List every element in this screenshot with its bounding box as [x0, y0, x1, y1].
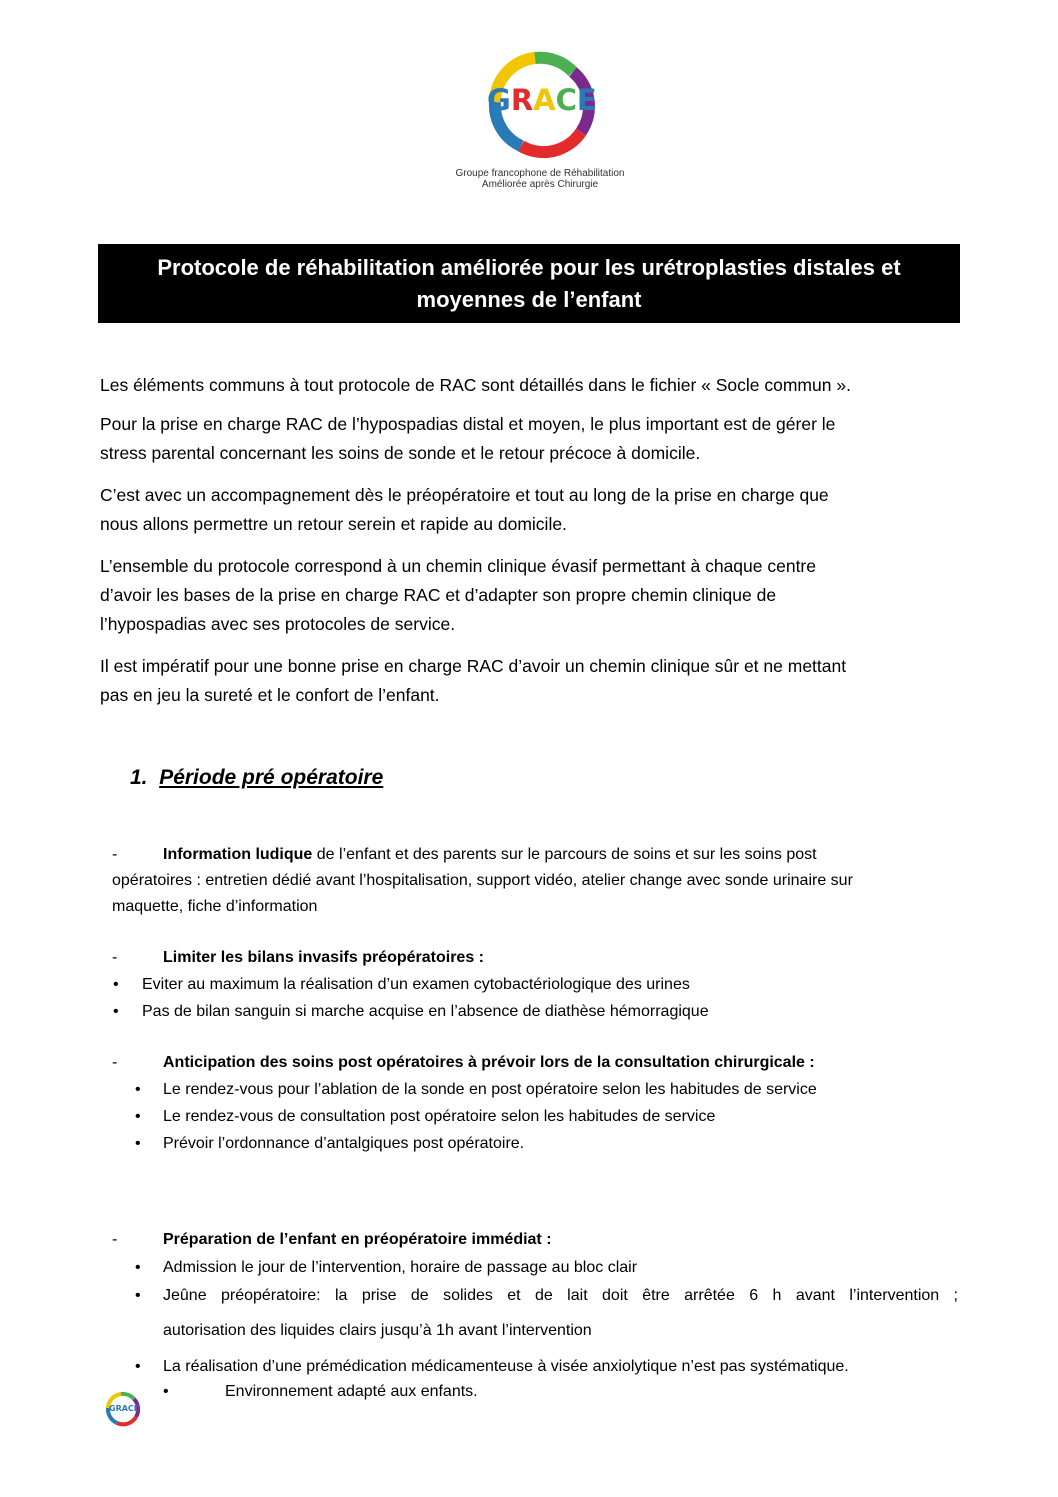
list-item: Pas de bilan sanguin si marche acquise en l’absence de diathèse hémorragique: [142, 1003, 709, 1020]
bullet-marker: •: [135, 1358, 141, 1375]
item-information-line2: opératoires : entretien dédié avant l’hospitalisation, support vidéo, atelier change avec sonde urinaire sur: [112, 872, 853, 889]
list-item: La réalisation d’une prémédication médicamenteuse à visée anxiolytique n’est pas systématique.: [163, 1358, 849, 1375]
bullet-marker: •: [135, 1108, 141, 1125]
page-title: Protocole de réhabilitation améliorée pour les urétroplasties distales et moyennes de l’enfant: [98, 244, 960, 323]
bullet-marker: •: [135, 1135, 141, 1152]
intro-paragraph-2: Pour la prise en charge RAC de l’hypospadias distal et moyen, le plus important est de gérer le stress parental concernant les soins de sonde et le retour précoce à domicile.: [100, 414, 836, 463]
list-item: Le rendez-vous de consultation post opératoire selon les habitudes de service: [163, 1108, 716, 1125]
section-number: 1.: [130, 766, 148, 789]
list-item: Prévoir l’ordonnance d’antalgiques post opératoire.: [163, 1135, 525, 1152]
dash-marker: -: [112, 1231, 118, 1248]
footer-grace-logo: [103, 1390, 143, 1430]
list-item: Environnement adapté aux enfants.: [225, 1383, 478, 1400]
bullet-marker: •: [113, 1003, 119, 1020]
list-item: Le rendez-vous pour l’ablation de la sonde en post opératoire selon les habitudes de service: [163, 1081, 817, 1098]
grace-logo: [455, 50, 625, 200]
grace-logo-caption: Groupe francophone de Réhabilitation Améliorée après Chirurgie: [455, 168, 625, 190]
intro-paragraph-4: L’ensemble du protocole correspond à un chemin clinique évasif permettant à chaque centre d’avoir les bases de la prise en charge RAC et d’adapter son propre chemin clinique de l’hypospadias avec ses protocoles de service.: [100, 556, 816, 634]
dash-marker: -: [112, 949, 118, 966]
dash-marker: -: [112, 846, 118, 863]
bullet-marker: •: [113, 976, 119, 993]
item-limiter-bilans-title: Limiter les bilans invasifs préopératoires :: [163, 949, 484, 966]
list-item: Eviter au maximum la réalisation d’un examen cytobactériologique des urines: [142, 976, 690, 993]
item-information-ludique: Information ludique de l’enfant et des parents sur le parcours de soins et sur les soins post: [163, 846, 817, 863]
item-preparation-title: Préparation de l’enfant en préopératoire immédiat :: [163, 1231, 552, 1248]
intro-paragraph-1: Les éléments communs à tout protocole de RAC sont détaillés dans le fichier « Socle commun ».: [100, 375, 851, 395]
footer-logo-text: GRACE: [109, 1404, 140, 1413]
bullet-marker: •: [135, 1259, 141, 1276]
intro-paragraph-5: Il est impératif pour une bonne prise en charge RAC d’avoir un chemin clinique sûr et ne mettant pas en jeu la sureté et le confort de l’enfant.: [100, 656, 847, 705]
intro-paragraph-3: C’est avec un accompagnement dès le préopératoire et tout au long de la prise en charge que nous allons permettre un retour serein et rapide au domicile.: [100, 485, 829, 534]
dash-marker: -: [112, 1054, 118, 1071]
grace-logo-text: GRACE: [487, 83, 597, 117]
item-information-line3: maquette, fiche d’information: [112, 898, 318, 915]
item-anticipation-title: Anticipation des soins post opératoires à prévoir lors de la consultation chirurgicale :: [163, 1054, 815, 1071]
list-item: Admission le jour de l’intervention, horaire de passage au bloc clair: [163, 1259, 638, 1276]
list-item-continuation: autorisation des liquides clairs jusqu’à 1h avant l’intervention: [163, 1322, 592, 1339]
bullet-marker: •: [163, 1383, 169, 1400]
bullet-marker: •: [135, 1081, 141, 1098]
bullet-marker: •: [135, 1287, 141, 1304]
list-item: Jeûne préopératoire: la prise de solides et de lait doit être arrêtée 6 h avant l’intervention ;: [163, 1287, 958, 1304]
section-title: Période pré opératoire: [159, 766, 384, 789]
section-heading: [130, 766, 383, 790]
